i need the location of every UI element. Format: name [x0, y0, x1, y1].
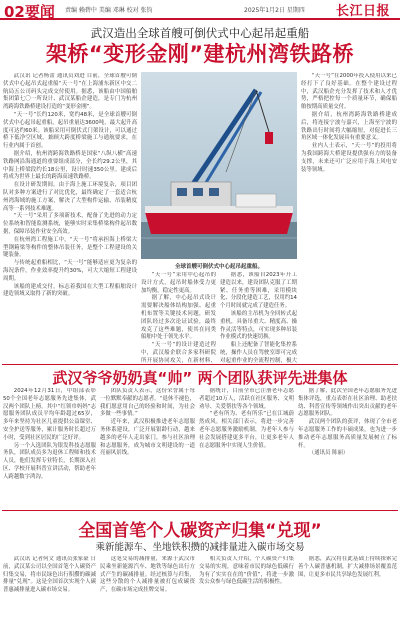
section-divider	[2, 364, 398, 365]
editor-credits: 责编 赖碧中 美编 邓琳 校对 张钧	[65, 7, 153, 14]
paragraph: 团队负责人表示，这份荣誉属于每一位默默奉献的志愿者。“退休不褪色，我们愿意用自己的经验和时间，为社会多做一些事情。”	[100, 388, 195, 418]
paragraph: 该船的主吊机为全回转式起重机，具备吊重大、精度高、操作灵活等特点，可实现多种吊装作业模式的快速切换。	[220, 310, 297, 341]
masthead	[0, 0, 400, 20]
article2-headline: 武汉爷爷奶奶真“帅” 两个团队获评先进集体	[52, 369, 348, 387]
paragraph: 业内人士表示，“天一号”的投用将为我国跨海大桥建设提供强有力的装备支撑，未来还可广泛应用于海上风电安装等领域。	[301, 143, 397, 173]
paragraph: “天一号”长约120米，宽约48米，是全球首艘可倒伏式中心起吊起重船，起吊重量达3600吨，最大起升高度可达约60米。该船采用可倒伏式门架设计，可以通过桥下低净空区域，兼顾大跨度桥梁施工与通航要求，在行业内属于首创。	[3, 111, 137, 150]
paragraph: 据了解，此次全国老年志愿服务先进集体评选，重点表彰在社区治理、助老扶幼、科普宣传等领域作出突出贡献的老年志愿服务团队。	[298, 388, 397, 418]
article3-headline: 全国首笔个人碳资产归集“兑现”	[78, 521, 322, 541]
paragraph: 据介绍，杭州湾跨海铁路桥是国家“八纵八横”高速铁路网沿海通道的重要组成部分，全长约29.2公里，其中海上桥梁段约长18公里，设计时速350公里。建成后将成为世界上最长的跨海高速铁路桥。	[3, 150, 137, 181]
article3-column-3	[199, 556, 294, 624]
paragraph: 在设计研发期间，由于海上施工环境复杂，项目团队对多种方案进行了对比优化，最终确定了一套适合杭州湾海域的施工方案，解决了大型构件运输、吊装精度高等一系列技术难题。	[3, 182, 137, 212]
article1-column-4	[301, 73, 397, 363]
paragraph: 与传统起重船相比，“天一号”能够适应更为复杂的海况条件，作业效率提升约30%，可大大缩短工程建设周期。	[3, 260, 137, 282]
crane-ship-photo	[141, 72, 297, 259]
section-divider	[2, 510, 398, 511]
paragraph: 据统计，目前全市已注册老年志愿者超过10万人，活跃在社区服务、文明劝导、关爱帮扶等各个领域。	[199, 388, 294, 410]
paragraph: 据介绍，杭州湾跨海铁路桥建成后，将连接宁波与嘉兴，上海至宁波的铁路出行时间将大幅缩短，对促进长三角区域一体化发展具有重要意义。	[301, 111, 397, 142]
paragraph: 近年来，武汉积极推进老年志愿服务体系建设，广泛开展银龄行动，越来越多的老年人走出家门，参与社区治理和志愿服务，成为城市文明建设的一道亮丽风景线。	[100, 419, 195, 457]
article2-column-1	[3, 388, 96, 506]
paragraph: 武汉两个团队的获评，体现了全市老年志愿服务工作的丰硕成果，也为进一步推动老年志愿服务高质量发展树立了标杆。	[298, 419, 397, 449]
paragraph: 据悉，武汉将在此基础上持续探索完善个人碳普惠机制，扩大减排场景覆盖范围，让更多市民共享绿色发展红利。	[298, 556, 397, 578]
paragraph: 据了解，中心起吊式设计需要解决船体结构加强、起重机布置等关键技术问题，研发团队经过多次论证试验，最终攻克了这些难题，使其在同类船舶中处于领先水平。	[141, 295, 216, 341]
photo-caption: 全球首艘可倒伏式中心起吊起重船。	[174, 264, 263, 270]
article3-column-1	[3, 556, 96, 624]
newspaper-logo: 长江日报	[336, 4, 391, 19]
article1-subtitle: 武汉造出全球首艘可倒伏式中心起吊起重船	[90, 26, 310, 40]
paragraph: 这笔交易的减排量，来源于武汉市民乘坐新能源汽车、地铁等绿色出行方式产生的碳减排量。经过核算与归集，这些分散的个人减排量被打包成碳资产，在碳市场完成挂牌交易。	[100, 556, 195, 594]
paragraph: “天一号”在2000年投入使用以来已经打下了良好基础。在整个建设过程中，武汉船企充分发挥了技术和人才优势，严格把控每一个质量环节，确保船舶按期高质量交付。	[301, 73, 397, 111]
issue-date: 2025年1月2日 星期四	[244, 7, 305, 14]
article1-column-3	[220, 272, 297, 363]
paragraph: “天一号”的设计建造过程中，武汉船企联合多家科研院所开展协同攻关，在新材料、	[141, 342, 216, 363]
paragraph: 相关负责人介绍，个人碳资产归集交易的实现，意味着市民的绿色低碳行为有了实实在在的“价值”，将进一步激发公众参与绿色低碳生活的积极性。	[199, 556, 294, 586]
article2-column-2	[100, 388, 195, 506]
crane-ship-illustration	[141, 72, 297, 259]
article2-column-4	[298, 388, 397, 506]
paragraph: 武汉讯 记者杨蕾 通讯员刘进 目前，全球首艘可倒伏式中心起吊式起重船“天一号”在上海浦东新区中交二航局五公司码头完成交付使用。据悉，该船由中国船舶集团第七〇一所设计、武汉某船企建造，是专门为杭州湾跨海铁路桥建设打造的“变形金刚”。	[3, 73, 137, 111]
paragraph: 另一个入选团队为银发科技志愿服务队，团队成员多为退休工程师和技术人员，他们发挥专业特长，长期深入社区、学校开展科普宣讲活动，帮助老年人跨越数字鸿沟。	[3, 442, 96, 480]
page-number: 02要闻	[4, 3, 55, 21]
article1-column-2	[141, 272, 216, 363]
paragraph: “天一号”采用中心起吊的设计方式，起吊时船体受力更加均衡，稳定性更高。	[141, 272, 216, 294]
paragraph: 在杭州湾工程施工中，“天一号”将承担海上桥梁大型钢箱梁等构件的整体吊装任务，是整个工程建设的关键装备。	[3, 236, 137, 259]
paragraph: 据悉，该船自2023年开工建造以来，建设团队克服了工期紧、任务重等困难，采用模块化、分段化建造工艺，仅用约14个月时间就完成了建造任务。	[220, 272, 297, 310]
article3-subtitle: 乘新能源车、坐地铁积攒的减排量进入碳市场交易	[95, 542, 305, 553]
article3-column-4	[298, 556, 397, 624]
paragraph: “老有所为、老有所乐”已在江城蔚然成风。相关部门表示，将进一步完善老年志愿服务激励机制，为老年人参与社会发展搭建更多平台，让更多老年人在志愿服务中实现人生价值。	[199, 411, 294, 449]
paragraph: 船上还配备了智能化集控系统，操作人员在驾驶室即可完成对起重作业的全流程控制，极大	[220, 342, 297, 363]
paragraph: 2024年12月31日，中组部表彰50个全国老年志愿服务先进集体，武汉两个团队上榜。其中“红领巾妈妈”志愿服务团队成员平均年龄超过65岁，多年来坚持为社区儿童提供公益课堂、安全护送等服务，累计服务时长超过万小时，受到社区居民的广泛好评。	[3, 388, 96, 441]
article3-column-2	[100, 556, 195, 624]
article1-column-1	[3, 73, 137, 363]
paragraph: “天一号”采用了多项新技术，配备了先进的动力定位系统和智能监测系统，能够实时采集桥梁构件起吊数据，保障吊装作业安全高效。	[3, 213, 137, 235]
paragraph: 该船的建成交付，标志着我国在大型工程船舶设计建造领域又取得了新的突破。	[3, 283, 137, 298]
paragraph: 武汉讯 记者何文 通讯员张家豪 日前，武汉某公司以全国首笔个人碳资产归集交易，将市民绿色出行积攒的碳减排量“兑现”。这是全国首次实现个人碳普惠减排量进入碳市场交易。	[3, 556, 96, 594]
paragraph: （通讯员 陈丽）	[308, 450, 349, 457]
article2-column-3	[199, 388, 294, 506]
article1-headline: 架桥“变形金刚”建杭州湾铁路桥	[45, 42, 355, 66]
